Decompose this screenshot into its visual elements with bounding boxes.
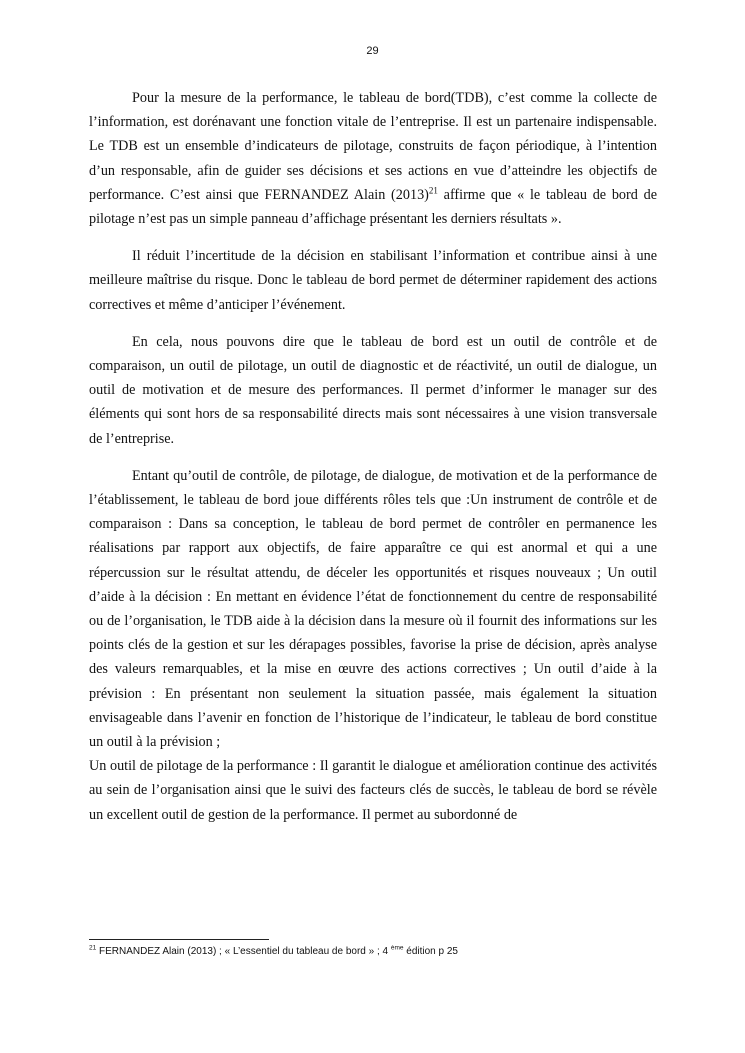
paragraph-5: Un outil de pilotage de la performance : Il garantit le dialogue et amélioration continue des activités au sein de l’organisation ainsi que le suivi des facteurs clés de succès, le tableau de bord se révèle un excellent outil de gestion de la performance. Il permet au subordonné de <box>89 758 657 823</box>
page-number: 29 <box>366 45 379 57</box>
body-text <box>89 86 657 827</box>
paragraph-1 <box>89 86 657 231</box>
paragraph-4: Entant qu’outil de contrôle, de pilotage, de dialogue, de motivation et de la performance de l’établissement, le tableau de bord joue différents rôles tels que :Un instrument de contrôle et de comparaison : Dans sa conception, le tableau de bord permet de contrôler en permanence les réalisations par rapport aux objectifs, de faire apparaître ce qui est anormal et qui a une répercussion sur le résultat attendu, de déceler les opportunités et risques nouveaux ; Un outil d’aide à la décision : En mettant en évidence l’état de fonctionnement du centre de responsabilité ou de l’organisation, le TDB aide à la décision dans la mesure où il fournit des informations sur les points clés de la gestion et sur les dérapages possibles, favorise la prise de décision, après analyse des valeurs remarquables, et la mise en œuvre des actions correctives ; Un outil d’aide à la prévision : En présentant non seulement la situation passée, mais également la situation envisageable dans l’avenir en fonction de l’historique de l’indicateur, le tableau de bord constitue un outil à la prévision ; <box>89 467 657 751</box>
paragraph-3: En cela, nous pouvons dire que le tableau de bord est un outil de contrôle et de comparaison, un outil de pilotage, un outil de diagnostic et de réactivité, un outil de dialogue, un outil de motivation et de mesure des performances. Il permet d’informer le manager sur des éléments qui sont hors de sa responsabilité directs mais sont nécessaires à une vision transversale de l’entreprise. <box>89 333 657 447</box>
footnote-text: FERNANDEZ Alain (2013) ; « L’essentiel du tableau de bord » ; 4 <box>96 946 391 957</box>
paragraph-1-text-cont: affirme que « le tableau de bord de pilotage n’est pas un simple panneau d’affichage présentant les derniers résultats ». <box>89 186 657 228</box>
footnote <box>89 945 657 959</box>
footnote-reference: 21 <box>428 185 438 196</box>
footnote-number: 21 <box>89 944 97 952</box>
footnote-superscript: ème <box>390 944 404 952</box>
paragraph-1-text: Pour la mesure de la performance, le tableau de bord(TDB), c’est comme la collecte de l’information, est dorénavant une fonction vitale de l’entreprise. Il est un partenaire indispensable. Le TDB est un ensemble d’indicateurs de pilotage, construits de façon périodique, à l’intention d’un responsable, afin de guider ses décisions et ses actions en vue d’atteindre les objectifs de performance. C’est ainsi que FERNANDEZ Alain (2013) <box>89 90 657 203</box>
footnote-separator <box>89 939 269 940</box>
footnote-text-cont: édition p 25 <box>403 946 458 957</box>
paragraph-2: Il réduit l’incertitude de la décision en stabilisant l’information et contribue ainsi à une meilleure maîtrise du risque. Donc le tableau de bord permet de déterminer rapidement des actions correctives et même d’anticiper l’événement. <box>89 248 657 313</box>
